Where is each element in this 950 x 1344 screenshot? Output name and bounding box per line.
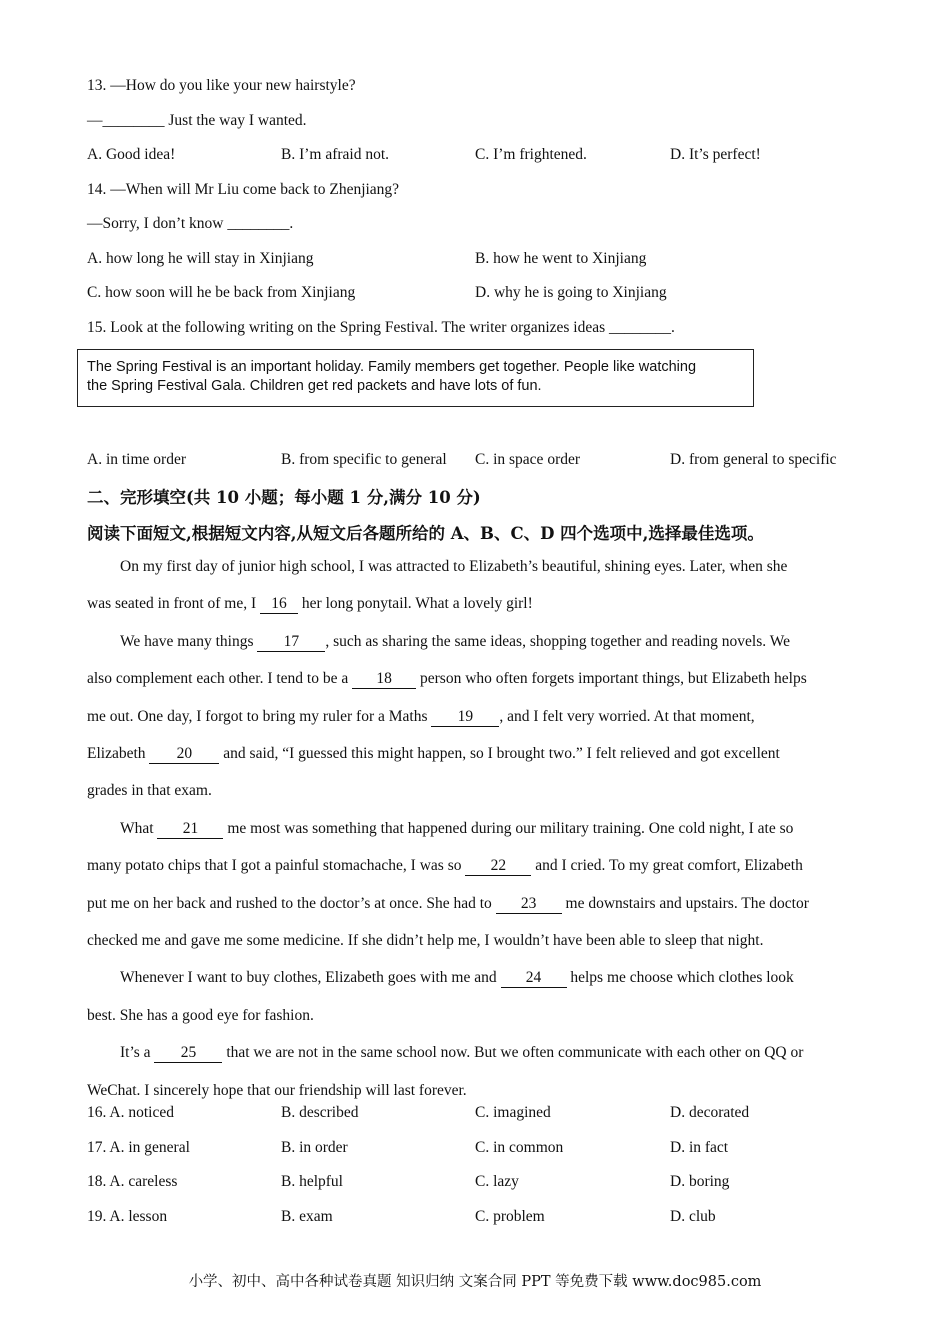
passage-line: [87, 698, 877, 735]
q13-option-d: D. It’s perfect!: [670, 146, 761, 163]
q14-options-row2: [87, 283, 887, 303]
q18-option-d: D. boring: [670, 1173, 730, 1190]
q19-option-c: C. problem: [475, 1208, 545, 1225]
q16-option-a: 16. A. noticed: [87, 1104, 174, 1121]
passage-text: me downstairs and upstairs. The doctor: [561, 894, 809, 912]
q17-option-c: C. in common: [475, 1139, 564, 1156]
blank-22: 22: [465, 857, 531, 876]
blank-18: 18: [352, 670, 416, 689]
passage-text: me most was something that happened during our military training. One cold night, I ate so: [223, 819, 794, 837]
q15-option-b: B. from specific to general: [281, 451, 447, 468]
q13-option-c: C. I’m frightened.: [475, 146, 587, 163]
q19-options: [87, 1207, 887, 1227]
q17-option-a: 17. A. in general: [87, 1139, 190, 1156]
passage-text: Elizabeth: [87, 745, 150, 763]
passage-line: [87, 660, 877, 697]
passage-text: What: [120, 819, 158, 837]
passage-text: , such as sharing the same ideas, shopping together and reading novels. We: [325, 632, 791, 650]
blank-25: 25: [154, 1044, 222, 1063]
q13-option-a: A. Good idea!: [87, 146, 176, 163]
q14-options-row1: [87, 249, 887, 269]
q18-option-a: 18. A. careless: [87, 1173, 178, 1190]
passage-text: and said, “I guessed this might happen, so I brought two.” I felt relieved and got excellent: [219, 745, 780, 763]
q13-option-b: B. I’m afraid not.: [281, 146, 390, 163]
q14-option-c: C. how soon will he be back from Xinjiang: [87, 284, 356, 301]
passage-text: We have many things: [120, 632, 258, 650]
q14-option-a: A. how long he will stay in Xinjiang: [87, 250, 314, 267]
passage-line: [87, 847, 877, 884]
q15-passage-box: [77, 349, 754, 407]
page-footer: 小学、初中、高中各种试卷真题 知识归纳 文案合同 PPT 等免费下载 www.doc985.com: [188, 1274, 762, 1290]
passage-text: Whenever I want to buy clothes, Elizabeth goes with me and: [120, 969, 501, 987]
blank-23: 23: [496, 895, 562, 914]
passage-text: also complement each other. I tend to be a: [87, 670, 353, 688]
q17-options: [87, 1138, 887, 1158]
q13-stem: 13. —How do you like your new hairstyle?: [87, 77, 356, 94]
cloze-passage: [87, 548, 877, 1109]
blank-17: 17: [257, 633, 325, 652]
passage-text: helps me choose which clothes look: [566, 969, 794, 987]
q13-options: [87, 145, 887, 165]
q19-option-a: 19. A. lesson: [87, 1208, 168, 1225]
passage-line: On my first day of junior high school, I was attracted to Elizabeth’s beautiful, shining eyes. Later, when she: [120, 558, 788, 575]
q16-option-b: B. described: [281, 1104, 359, 1121]
passage-line: checked me and gave me some medicine. If she didn’t help me, I wouldn’t have been able to sleep that night.: [87, 932, 764, 950]
blank-19: 19: [431, 708, 499, 727]
q14-reply: —Sorry, I don’t know ________.: [87, 215, 294, 232]
passage-line: [87, 885, 877, 922]
passage-text: was seated in front of me, I: [87, 595, 261, 613]
q18-option-b: B. helpful: [281, 1173, 343, 1190]
passage-line: [87, 1034, 877, 1071]
blank-24: 24: [501, 969, 567, 988]
q16-option-c: C. imagined: [475, 1104, 551, 1121]
q15-options: [87, 450, 887, 470]
passage-line: [87, 735, 877, 772]
q16-option-d: D. decorated: [670, 1104, 750, 1121]
passage-text: put me on her back and rushed to the doctor’s at once. She had to: [87, 894, 496, 912]
passage-line: grades in that exam.: [87, 782, 212, 800]
q14-option-b: B. how he went to Xinjiang: [475, 250, 647, 267]
passage-text: me out. One day, I forgot to bring my ruler for a Maths: [87, 707, 432, 725]
q16-options: [87, 1103, 887, 1123]
blank-16: 16: [260, 595, 298, 614]
q15-option-a: A. in time order: [87, 451, 187, 468]
passage-line: WeChat. I sincerely hope that our friendship will last forever.: [87, 1081, 467, 1099]
q18-option-c: C. lazy: [475, 1173, 519, 1190]
section2-heading: 二、完形填空(共 10 小题；每小题 1 分,满分 10 分): [87, 488, 481, 507]
blank-21: 21: [157, 820, 223, 839]
passage-text: It’s a: [120, 1044, 155, 1062]
passage-line: best. She has a good eye for fashion.: [87, 1006, 314, 1024]
passage-line: [87, 623, 877, 660]
q17-option-d: D. in fact: [670, 1139, 729, 1156]
q19-option-b: B. exam: [281, 1208, 333, 1225]
q19-option-d: D. club: [670, 1208, 716, 1225]
section2-instruction: 阅读下面短文,根据短文内容,从短文后各题所给的 A、B、C、D 四个选项中,选择最佳选项。: [87, 524, 764, 543]
q15-option-d: D. from general to specific: [670, 451, 837, 468]
passage-text: her long ponytail. What a lovely girl!: [298, 595, 533, 613]
q15-box-line2: the Spring Festival Gala. Children get red packets and have lots of fun.: [87, 378, 542, 394]
q17-option-b: B. in order: [281, 1139, 348, 1156]
passage-line: [87, 810, 877, 847]
blank-20: 20: [149, 745, 219, 764]
q18-options: [87, 1172, 887, 1192]
q14-option-d: D. why he is going to Xinjiang: [475, 284, 667, 301]
q13-reply: —________ Just the way I wanted.: [87, 112, 307, 129]
passage-text: and I cried. To my great comfort, Elizabeth: [531, 857, 803, 875]
q14-stem: 14. —When will Mr Liu come back to Zhenjiang?: [87, 181, 400, 198]
passage-line: [87, 585, 877, 622]
q15-box-line1: The Spring Festival is an important holiday. Family members get together. People like watching: [87, 359, 697, 375]
passage-text: , and I felt very worried. At that moment,: [499, 707, 755, 725]
passage-text: that we are not in the same school now. But we often communicate with each other on QQ or: [222, 1044, 804, 1062]
passage-text: person who often forgets important things, but Elizabeth helps: [416, 670, 807, 688]
passage-text: many potato chips that I got a painful stomachache, I was so: [87, 857, 466, 875]
q15-stem: 15. Look at the following writing on the Spring Festival. The writer organizes ideas ________.: [87, 319, 675, 336]
passage-line: [87, 959, 877, 996]
q15-option-c: C. in space order: [475, 451, 581, 468]
